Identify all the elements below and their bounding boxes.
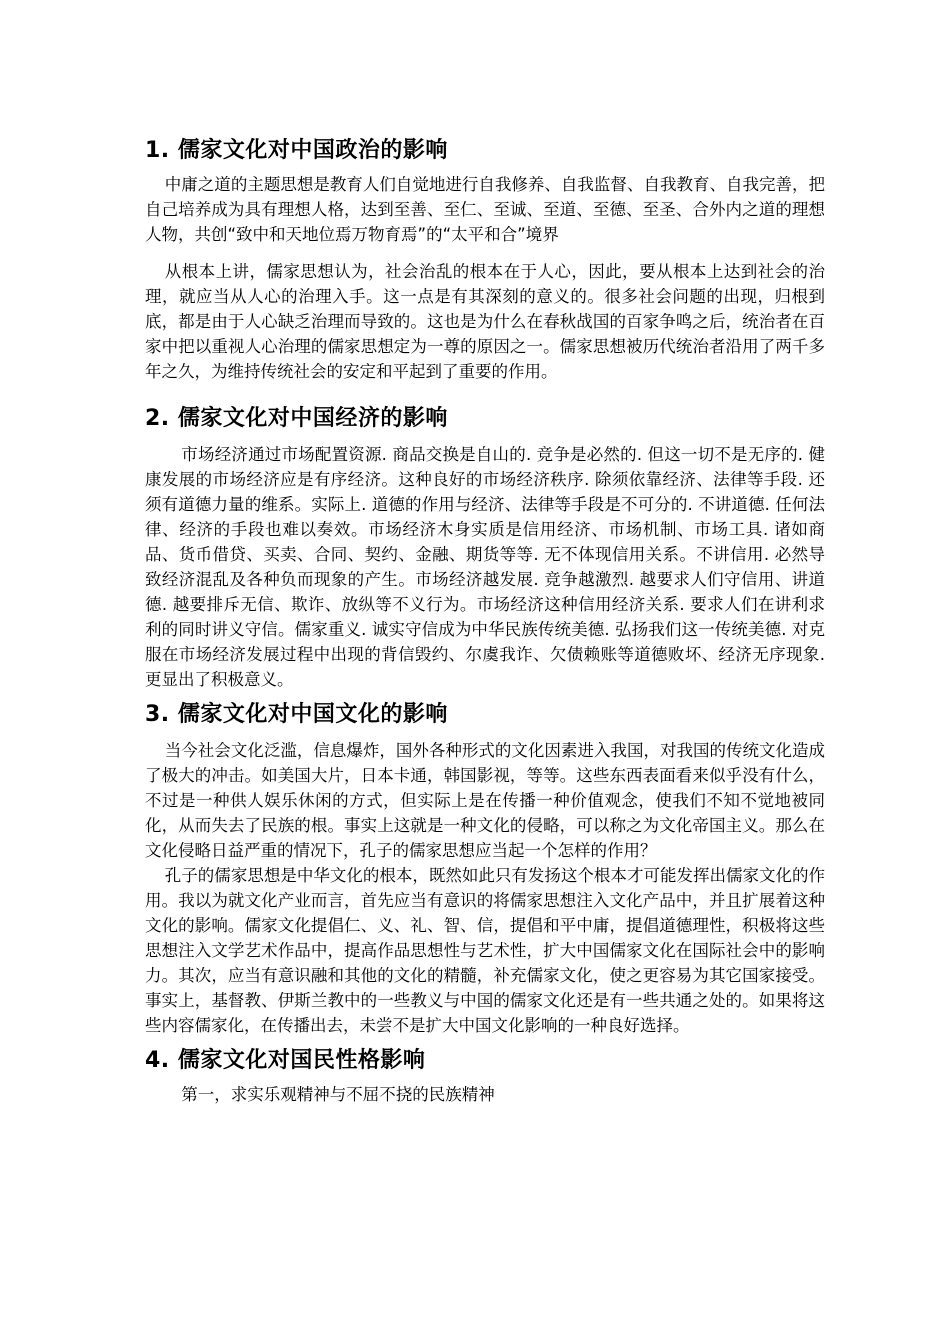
section-heading-politics: 1. 儒家文化对中国政治的影响 xyxy=(145,138,448,163)
section-heading-culture: 3. 儒家文化对中国文化的影响 xyxy=(145,702,448,727)
paragraph-zhongyong: 中庸之道的主题思想是教育人们自觉地进行自我修养、自我监督、自我教育、自我完善，把自己培养成为具有理想人格，达到至善、至仁、至诚、至道、至德、至圣、合外内之道的理想人物，共创“致中和天地位焉万物育焉”的“太平和合”境界 xyxy=(145,175,825,244)
paragraph-governance: 从根本上讲，儒家思想认为，社会治乱的根本在于人心，因此，要从根本上达到社会的治理，就应当从人心的治理入手。这一点是有其深刻的意义的。很多社会问题的出现，归根到底，都是由于人心缺乏治理而导致的。这也是为什么在春秋战国的百家争鸣之后，统治者在百家中把以重视人心治理的儒家思想定为一尊的原因之一。儒家思想被历代统治者沿用了两千多年之久，为维持传统社会的安定和平起到了重要的作用。 xyxy=(145,262,825,381)
section-heading-national-character: 4. 儒家文化对国民性格影响 xyxy=(145,1048,426,1073)
paragraph-confucian-culture: 孔子的儒家思想是中华文化的根本，既然如此只有发扬这个根本才可能发挥出儒家文化的作用。我以为就文化产业而言，首先应当有意识的将儒家思想注入文化产品中，并且扩展着这种文化的影响。儒家文化提倡仁、义、礼、智、信，提倡和平中庸，提倡道德理性，积极将这些思想注入文学艺术作品中，提高作品思想性与艺术性，扩大中国儒家文化在国际社会中的影响力。其次，应当有意识融和其他的文化的精髓，补充儒家文化，使之更容易为其它国家接受。事实上，基督教、伊斯兰教中的一些教义与中国的儒家文化还是有一些共通之处的。如果将这些内容儒家化，在传播出去，未尝不是扩大中国文化影响的一种良好选择。 xyxy=(145,866,825,1035)
paragraph-first-point: 第一，求实乐观精神与不屈不挠的民族精神 xyxy=(181,1085,495,1104)
section-heading-economy: 2. 儒家文化对中国经济的影响 xyxy=(145,406,448,431)
document-page xyxy=(145,128,825,1107)
paragraph-cultural-invasion: 当今社会文化泛滥，信息爆炸，国外各种形式的文化因素进入我国，对我国的传统文化造成了极大的冲击。如美国大片，日本卡通，韩国影视，等等。这些东西表面看来似乎没有什么，不过是一种供人娱乐休闲的方式，但实际上是在传播一种价值观念，使我们不知不觉地被同化，从而失去了民族的根。事实上这就是一种文化的侵略，可以称之为文化帝国主义。那么在文化侵略日益严重的情况下，孔子的儒家思想应当起一个怎样的作用？ xyxy=(145,741,825,860)
paragraph-market-economy: 市场经济通过市场配置资源. 商品交换是自山的. 竞争是必然的. 但这一切不是无序的. 健康发展的市场经济应是有序经济。这种良好的市场经济秩序. 除须依靠经济、法律等手段. 还须有道德力量的维系。实际上. 道德的作用与经济、法律等手段是不可分的. 不讲道德. 任何法律、经济的手段也难以奏效。市场经济木身实质是信用经济、市场机制、市场工具. 诸如商品、货币借贷、买卖、合同、契约、金融、期货等等. 无不体现信用关系。不讲信用. 必然导致经济混乱及各种负而现象的产生。市场经济越发展. 竞争越激烈. 越要求人们守信用、讲道德. 越要排斥无信、欺诈、放纵等不义行为。市场经济这种信用经济关系. 要求人们在讲利求利的同时讲义守信。儒家重义. 诚实守信成为中华民族传统美德. 弘扬我们这一传统美德. 对克服在市场经济发展过程中出现的背信毁约、尔虞我诈、欠债赖账等道德败坏、经济无序现象. 更显出了积极意义。 xyxy=(145,445,825,689)
